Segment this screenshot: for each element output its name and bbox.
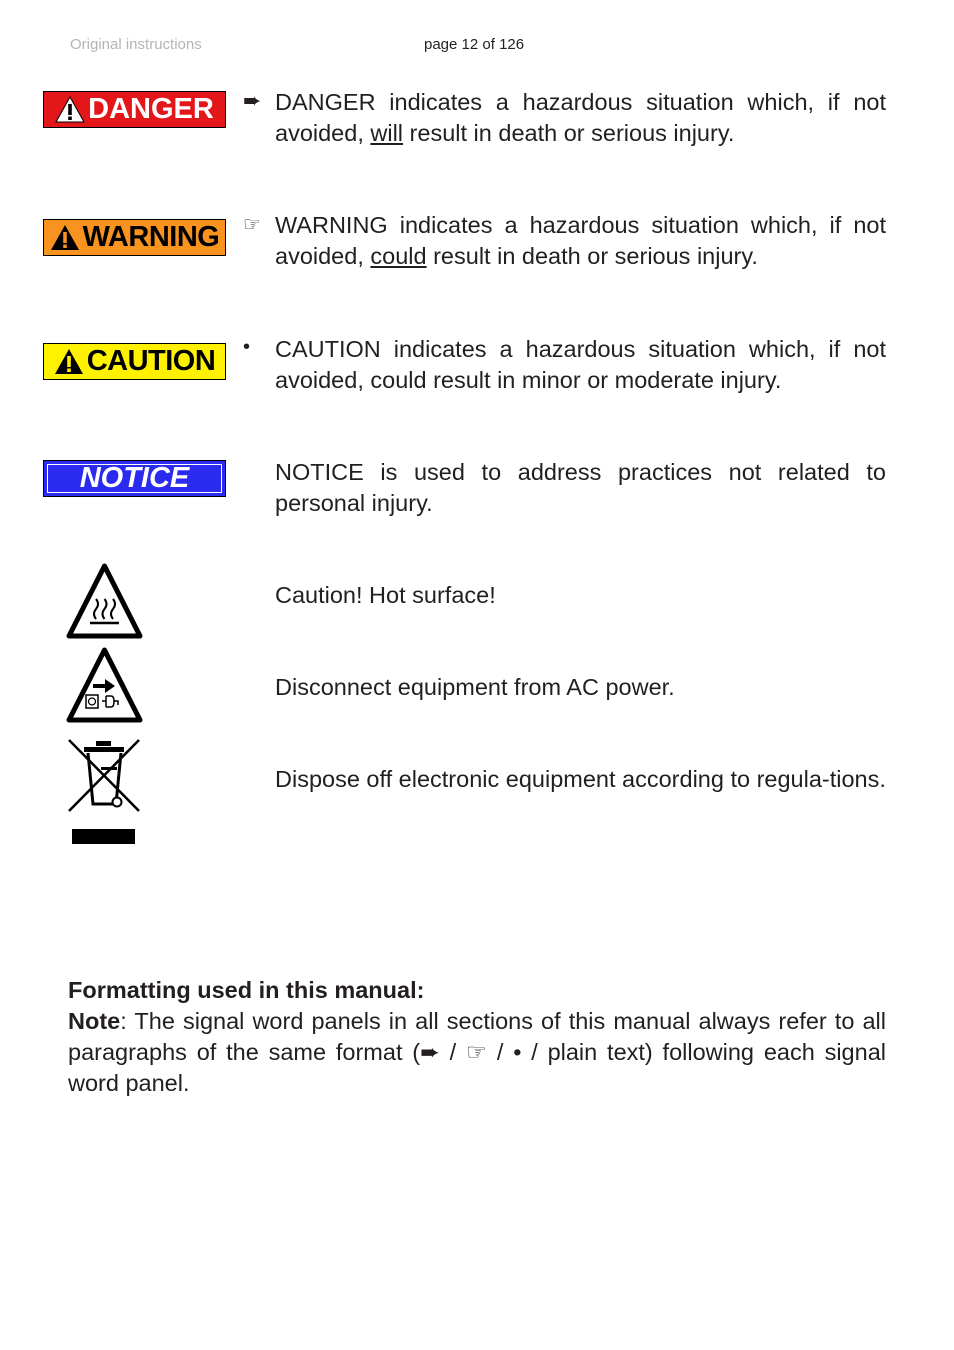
danger-emphasis: will [370,120,404,146]
hot-surface-icon [66,563,143,640]
hot-surface-text: Caution! Hot surface! [275,582,496,608]
formatting-note [68,1006,886,1099]
danger-description: DANGER indicates a hazardous situation which, if not avoided, will result in death or serious injury. [275,89,886,146]
note-text: : The signal word panels in all sections of this manual always refer to all paragraphs of the same format (➨ / ☞ / • / plain text) following each signal word panel. [68,1008,886,1096]
disconnect-power-text: Disconnect equipment from AC power. [275,674,675,700]
warning-panel [43,219,226,256]
pointing-hand-icon: ☞ [243,214,261,236]
danger-panel [43,91,226,128]
formatting-heading: Formatting used in this manual: [68,977,425,1003]
notice-panel [43,460,226,497]
page-number: page 12 of 126 [424,36,525,53]
notice-description: NOTICE is used to address practices not related to personal injury. [275,459,886,516]
warning-panel-label: WARNING [82,221,220,253]
weee-bin-icon [66,737,143,847]
warning-triangle-icon [54,348,84,375]
caution-description: CAUTION indicates a hazardous situation which, if not avoided, could result in minor or moderate injury. [275,336,886,393]
bullet-icon: • [243,336,251,358]
arrow-bullet-icon: ➨ [243,88,262,113]
caution-panel [43,343,226,380]
warning-triangle-icon [50,224,80,251]
note-label: Note [68,1008,121,1034]
danger-panel-label: DANGER [88,93,214,125]
notice-panel-label: NOTICE [79,462,190,494]
warning-triangle-icon [55,96,85,123]
warning-description: WARNING indicates a hazardous situation which, if not avoided, could result in death or serious injury. [275,212,886,269]
caution-panel-label: CAUTION [86,345,216,377]
header-document-type: Original instructions [70,36,202,53]
weee-disposal-text: Dispose off electronic equipment according to regula-tions. [275,766,886,792]
disconnect-power-icon [66,647,143,724]
warning-emphasis: could [370,243,427,269]
